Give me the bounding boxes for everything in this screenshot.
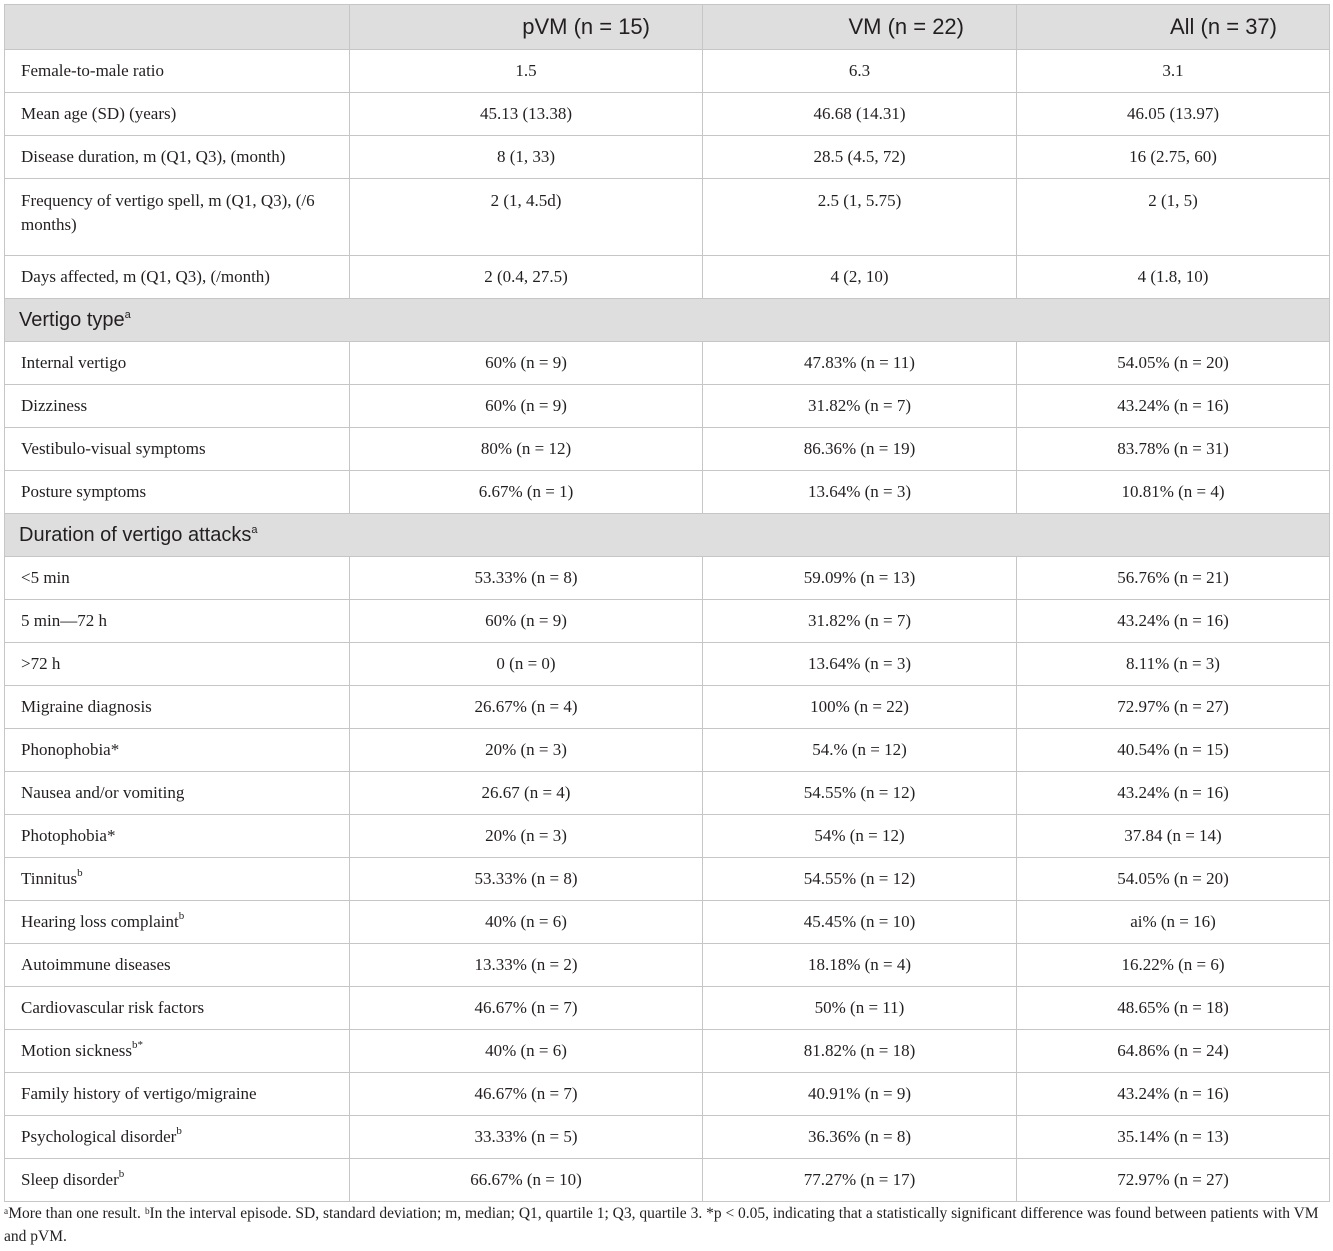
row-label: >72 h [21, 654, 61, 673]
value-cell [703, 1159, 1017, 1202]
table-row [5, 729, 1330, 772]
cell-value: 0 (n = 0) [496, 654, 556, 673]
value-cell [1017, 686, 1330, 729]
cell-value: ai% (n = 16) [1130, 912, 1216, 931]
row-label: Photophobia* [21, 826, 116, 845]
row-label-cell [5, 179, 350, 256]
value-cell [1017, 643, 1330, 686]
row-label-cell [5, 600, 350, 643]
header-cell-empty [5, 5, 350, 50]
cell-value: 50% (n = 11) [814, 998, 905, 1017]
value-cell [1017, 256, 1330, 299]
cell-value: 43.24% (n = 16) [1117, 1084, 1229, 1103]
cell-value: 2 (1, 5) [1148, 191, 1198, 210]
row-label-cell [5, 815, 350, 858]
cell-value: 45.13 (13.38) [479, 104, 573, 123]
cell-value: 4 (1.8, 10) [1137, 267, 1209, 286]
row-label-cell [5, 772, 350, 815]
value-cell [1017, 600, 1330, 643]
value-cell [350, 557, 703, 600]
cell-value: 59.09% (n = 13) [803, 568, 916, 587]
value-cell [350, 471, 703, 514]
header-cell-vm: VM (n = 22) [703, 5, 1017, 50]
cell-value: 64.86% (n = 24) [1117, 1041, 1229, 1060]
cell-value: 54.55% (n = 12) [803, 869, 916, 888]
value-cell [703, 471, 1017, 514]
cell-value: 2 (0.4, 27.5) [484, 267, 568, 286]
table-row [5, 901, 1330, 944]
row-label-cell [5, 1073, 350, 1116]
value-cell [1017, 557, 1330, 600]
value-cell [1017, 772, 1330, 815]
value-cell [703, 944, 1017, 987]
cell-value: 46.05 (13.97) [1126, 104, 1220, 123]
row-label: Cardiovascular risk factors [21, 998, 205, 1017]
value-cell [703, 901, 1017, 944]
cell-value: 31.82% (n = 7) [807, 396, 912, 415]
cell-value: 72.97% (n = 27) [1117, 1170, 1229, 1189]
table-row [5, 1030, 1330, 1073]
value-cell [703, 987, 1017, 1030]
row-label: Internal vertigo [21, 353, 127, 372]
value-cell [703, 1073, 1017, 1116]
cell-value: 83.78% (n = 31) [1117, 439, 1229, 458]
cell-value: 43.24% (n = 16) [1117, 396, 1229, 415]
row-label: 5 min—72 h [21, 611, 107, 630]
cell-value: 40.91% (n = 9) [807, 1084, 912, 1103]
value-cell [1017, 901, 1330, 944]
cell-value: 13.33% (n = 2) [474, 955, 578, 974]
row-label-cell [5, 385, 350, 428]
table-row [5, 93, 1330, 136]
table-row [5, 256, 1330, 299]
value-cell [350, 179, 703, 256]
table-row [5, 136, 1330, 179]
value-cell [350, 256, 703, 299]
value-cell [703, 772, 1017, 815]
value-cell [703, 93, 1017, 136]
cell-value: 1.5 [515, 61, 537, 80]
value-cell [350, 1073, 703, 1116]
table-row [5, 428, 1330, 471]
cell-value: 26.67 (n = 4) [481, 783, 571, 802]
value-cell [1017, 729, 1330, 772]
cell-value: 53.33% (n = 8) [474, 568, 578, 587]
section-label: Duration of vertigo attacks [19, 523, 252, 546]
value-cell [1017, 471, 1330, 514]
table-row [5, 50, 1330, 93]
value-cell [1017, 428, 1330, 471]
table-row [5, 1116, 1330, 1159]
cell-value: 6.3 [848, 61, 871, 80]
cell-value: 60% (n = 9) [485, 353, 567, 372]
row-label-cell [5, 643, 350, 686]
row-label-cell [5, 471, 350, 514]
value-cell [350, 385, 703, 428]
cell-value: 53.33% (n = 8) [474, 869, 578, 888]
cell-value: 18.18% (n = 4) [807, 955, 912, 974]
cell-value: 36.36% (n = 8) [807, 1127, 912, 1146]
cell-value: 16 (2.75, 60) [1129, 147, 1217, 166]
value-cell [350, 944, 703, 987]
section-row [5, 299, 1330, 342]
row-label: Family history of vertigo/migraine [21, 1084, 257, 1103]
footnote-marker: b [178, 910, 185, 922]
value-cell [1017, 385, 1330, 428]
cell-value: 4 (2, 10) [830, 267, 889, 286]
value-cell [350, 686, 703, 729]
cell-value: 46.67% (n = 7) [474, 998, 578, 1017]
cell-value: 100% (n = 22) [810, 697, 909, 716]
cell-value: 54.05% (n = 20) [1117, 353, 1229, 372]
value-cell [1017, 1116, 1330, 1159]
value-cell [350, 1159, 703, 1202]
row-label-cell [5, 858, 350, 901]
cell-value: 54.55% (n = 12) [803, 783, 916, 802]
value-cell [350, 342, 703, 385]
footnote-marker: b [118, 1168, 125, 1180]
row-label: Motion sickness [21, 1041, 132, 1060]
value-cell [1017, 93, 1330, 136]
cell-value: 3.1 [1162, 61, 1184, 80]
row-label-cell [5, 1116, 350, 1159]
section-row [5, 514, 1330, 557]
cell-value: 20% (n = 3) [485, 740, 567, 759]
cell-value: 28.5 (4.5, 72) [813, 147, 906, 166]
value-cell [350, 815, 703, 858]
row-label-cell [5, 50, 350, 93]
row-label-cell [5, 901, 350, 944]
row-label-cell [5, 1159, 350, 1202]
value-cell [1017, 815, 1330, 858]
cell-value: 43.24% (n = 16) [1117, 611, 1229, 630]
value-cell [703, 686, 1017, 729]
cell-value: 66.67% (n = 10) [470, 1170, 582, 1189]
cell-value: 54.% (n = 12) [812, 740, 907, 759]
table-row [5, 342, 1330, 385]
row-label-cell [5, 428, 350, 471]
value-cell [350, 901, 703, 944]
value-cell [703, 858, 1017, 901]
value-cell [703, 643, 1017, 686]
row-label: Sleep disorder [21, 1170, 119, 1189]
row-label: Hearing loss complaint [21, 912, 179, 931]
cell-value: 13.64% (n = 3) [807, 654, 912, 673]
value-cell [350, 93, 703, 136]
value-cell [703, 600, 1017, 643]
cell-value: 16.22% (n = 6) [1121, 955, 1225, 974]
table-row [5, 858, 1330, 901]
cell-value: 81.82% (n = 18) [803, 1041, 916, 1060]
cell-value: 2 (1, 4.5d) [490, 191, 562, 210]
header-cell-pvm: pVM (n = 15) [350, 5, 703, 50]
cell-value: 20% (n = 3) [485, 826, 567, 845]
footnote-marker: b [77, 867, 83, 879]
value-cell [1017, 987, 1330, 1030]
cell-value: 46.67% (n = 7) [474, 1084, 578, 1103]
cell-value: 37.84 (n = 14) [1124, 826, 1222, 845]
row-label-cell [5, 342, 350, 385]
cell-value: 40.54% (n = 15) [1117, 740, 1229, 759]
section-heading [5, 514, 1330, 557]
value-cell [350, 987, 703, 1030]
value-cell [703, 342, 1017, 385]
row-label: Posture symptoms [21, 482, 147, 501]
value-cell [1017, 50, 1330, 93]
table-row [5, 772, 1330, 815]
value-cell [703, 1116, 1017, 1159]
row-label: Tinnitus [21, 869, 78, 888]
row-label: Migraine diagnosis [21, 697, 152, 716]
value-cell [1017, 1073, 1330, 1116]
results-table [4, 4, 1330, 1202]
row-label-cell [5, 729, 350, 772]
value-cell [703, 136, 1017, 179]
row-label: <5 min [21, 568, 70, 587]
cell-value: 8.11% (n = 3) [1126, 654, 1220, 673]
row-label-cell [5, 256, 350, 299]
table-row [5, 385, 1330, 428]
cell-value: 46.68 (14.31) [813, 104, 906, 123]
value-cell [703, 1030, 1017, 1073]
header-row [5, 5, 1330, 50]
cell-value: 31.82% (n = 7) [807, 611, 912, 630]
table-row [5, 944, 1330, 987]
cell-value: 2.5 (1, 5.75) [817, 191, 902, 210]
value-cell [350, 1030, 703, 1073]
table-row [5, 1159, 1330, 1202]
cell-value: 10.81% (n = 4) [1121, 482, 1225, 501]
section-heading [5, 299, 1330, 342]
cell-value: 60% (n = 9) [485, 611, 567, 630]
table-row [5, 600, 1330, 643]
value-cell [703, 428, 1017, 471]
row-label: Female-to-male ratio [21, 61, 165, 80]
cell-value: 80% (n = 12) [480, 439, 572, 458]
value-cell [350, 772, 703, 815]
table-row [5, 686, 1330, 729]
table-row [5, 1073, 1330, 1116]
table-row [5, 471, 1330, 514]
value-cell [1017, 179, 1330, 256]
row-label-cell [5, 987, 350, 1030]
row-label-cell [5, 1030, 350, 1073]
table-row [5, 557, 1330, 600]
cell-value: 86.36% (n = 19) [803, 439, 916, 458]
value-cell [703, 815, 1017, 858]
section-label: Vertigo type [19, 308, 125, 331]
cell-value: 54% (n = 12) [814, 826, 905, 845]
cell-value: 13.64% (n = 3) [807, 482, 912, 501]
row-label: Phonophobia* [21, 740, 120, 759]
row-label: Dizziness [21, 396, 88, 415]
row-label: Frequency of vertigo spell, m (Q1, Q3), (/6 months) [21, 191, 315, 234]
row-label: Vestibulo-visual symptoms [21, 439, 206, 458]
value-cell [1017, 342, 1330, 385]
table-footnote: ᵃMore than one result. ᵇIn the interval episode. SD, standard deviation; m, median; Q1, quartile 1; Q3, quartile 3. *p < 0.05, indicating that a statistically significant difference was found between patients with VM and pVM. [4, 1205, 1319, 1245]
value-cell [1017, 136, 1330, 179]
table-row [5, 179, 1330, 256]
cell-value: 77.27% (n = 17) [803, 1170, 916, 1189]
cell-value: 26.67% (n = 4) [474, 697, 578, 716]
value-cell [1017, 858, 1330, 901]
value-cell [350, 643, 703, 686]
cell-value: 60% (n = 9) [485, 396, 567, 415]
row-label: Psychological disorder [21, 1127, 177, 1146]
value-cell [703, 557, 1017, 600]
footnote-marker: a [124, 308, 131, 321]
cell-value: 43.24% (n = 16) [1117, 783, 1229, 802]
row-label-cell [5, 944, 350, 987]
value-cell [350, 428, 703, 471]
value-cell [350, 858, 703, 901]
row-label-cell [5, 136, 350, 179]
row-label: Mean age (SD) (years) [21, 104, 177, 123]
value-cell [350, 1116, 703, 1159]
footnote-marker: b* [131, 1039, 143, 1051]
value-cell [350, 600, 703, 643]
value-cell [350, 729, 703, 772]
cell-value: 48.65% (n = 18) [1117, 998, 1229, 1017]
row-label-cell [5, 557, 350, 600]
cell-value: 40% (n = 6) [485, 912, 567, 931]
footnote-marker: b [176, 1125, 182, 1137]
row-label: Nausea and/or vomiting [21, 783, 185, 802]
cell-value: 54.05% (n = 20) [1117, 869, 1229, 888]
value-cell [1017, 1159, 1330, 1202]
cell-value: 72.97% (n = 27) [1117, 697, 1229, 716]
cell-value: 8 (1, 33) [496, 147, 556, 166]
value-cell [703, 50, 1017, 93]
value-cell [703, 256, 1017, 299]
value-cell [1017, 944, 1330, 987]
cell-value: 45.45% (n = 10) [803, 912, 916, 931]
row-label: Disease duration, m (Q1, Q3), (month) [21, 147, 286, 166]
value-cell [1017, 1030, 1330, 1073]
footnote-marker: a [251, 523, 258, 536]
table-row [5, 987, 1330, 1030]
row-label-cell [5, 686, 350, 729]
cell-value: 56.76% (n = 21) [1117, 568, 1229, 587]
header-cell-all: All (n = 37) [1017, 5, 1330, 50]
value-cell [350, 50, 703, 93]
table-row [5, 815, 1330, 858]
row-label: Days affected, m (Q1, Q3), (/month) [21, 267, 270, 286]
value-cell [703, 729, 1017, 772]
row-label-cell [5, 93, 350, 136]
table-row [5, 643, 1330, 686]
table-body [5, 50, 1330, 1202]
row-label: Autoimmune diseases [21, 955, 171, 974]
cell-value: 40% (n = 6) [485, 1041, 567, 1060]
value-cell [703, 385, 1017, 428]
cell-value: 33.33% (n = 5) [474, 1127, 578, 1146]
value-cell [703, 179, 1017, 256]
cell-value: 35.14% (n = 13) [1117, 1127, 1229, 1146]
cell-value: 6.67% (n = 1) [478, 482, 574, 501]
value-cell [350, 136, 703, 179]
cell-value: 47.83% (n = 11) [804, 353, 915, 372]
